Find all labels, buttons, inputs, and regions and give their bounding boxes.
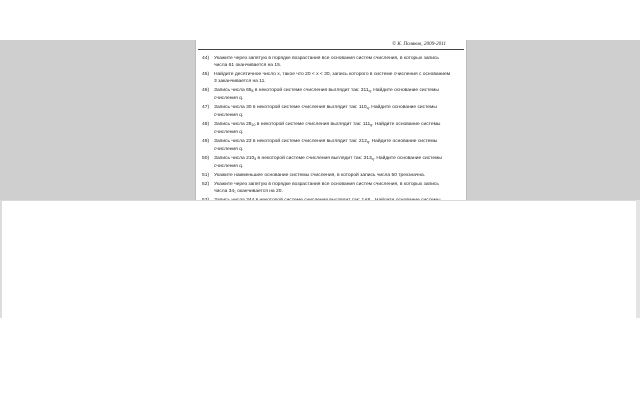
task-text (214, 104, 452, 119)
task-text-part: . Найдите основание системы счисления q. (214, 105, 437, 119)
task-49 (202, 138, 452, 153)
task-46 (202, 87, 452, 102)
viewer-right-gutter (467, 40, 640, 200)
task-text-part: . Найдите основание системы счисления q. (214, 156, 442, 170)
task-text-part: в некоторой системе счисления выглядит так: 111 (255, 122, 371, 127)
task-text-part: Запись числа 65 (214, 88, 252, 93)
right-window-edge (636, 200, 640, 318)
subscript: 8 (251, 89, 254, 93)
document-page (195, 40, 467, 200)
left-window-edge (0, 200, 2, 318)
task-text-part: . Найдите основание системы счисления q. (214, 139, 438, 153)
task-text: Найдите десятичное число x, такое что 20 < x < 30, запись которого в системе счисления с основанием 3 заканчивается на 11. (214, 72, 451, 85)
task-45 (202, 71, 452, 85)
task-52 (202, 181, 452, 195)
task-number: 52) (202, 181, 210, 187)
task-51 (202, 172, 452, 179)
subscript: 5 (254, 157, 257, 161)
task-text-part: в некоторой системе счисления выглядит так: 311 (253, 88, 369, 93)
viewer-bottom-edge (0, 200, 640, 201)
header-rule (198, 49, 464, 50)
task-text-part: . Найдите основание системы счисления q. (214, 122, 441, 136)
task-text (214, 121, 452, 136)
task-text-part: в некоторой системе счисления выглядит так: 313 (256, 156, 372, 161)
blank-workspace (0, 200, 640, 400)
subscript: q (366, 106, 369, 110)
task-text-part: Запись числа 210 (214, 156, 255, 161)
task-text (214, 138, 452, 153)
top-blank-area (0, 0, 640, 40)
task-text-part: Запись числа 28 (214, 122, 252, 127)
task-list (202, 55, 452, 212)
subscript: q (366, 140, 369, 144)
task-47 (202, 104, 452, 119)
subscript: 10 (251, 123, 256, 127)
task-number: 49) (202, 139, 210, 144)
task-number: 47) (202, 105, 210, 110)
viewer-left-gutter (0, 40, 195, 200)
task-50 (202, 155, 452, 170)
task-text-part: . Найдите основание системы счисления q. (214, 88, 439, 102)
task-number: 50) (202, 156, 210, 161)
task-text: Укажите наименьшее основание системы счисления, в которой запись числа 50 трехзначна. (214, 173, 426, 178)
task-number: 44) (202, 56, 210, 61)
task-number: 48) (202, 122, 210, 127)
subscript: q (371, 157, 374, 161)
page-header: © К. Поляков, 2009-2011 (392, 41, 446, 47)
task-text: Укажите через запятую в порядке возрастания все основания систем счисления, в которых запись числа 61 оканчивается на 15. (214, 56, 439, 69)
task-44 (202, 55, 452, 69)
subscript: q (368, 89, 371, 93)
task-number: 51) (202, 173, 210, 178)
task-text: Укажите через запятую в порядке возрастания все основания систем счисления, в которых запись числа 34₁ оканчивается на 20. (214, 181, 439, 194)
task-text (214, 87, 452, 102)
task-number: 46) (202, 88, 210, 93)
task-text (214, 155, 452, 170)
task-text-part: Запись числа 30 в некоторой системе счисления выглядит так: 110 (214, 105, 367, 110)
task-number: 45) (202, 72, 210, 77)
document-viewer[interactable] (0, 40, 640, 200)
task-text-part: Запись числа 23 в некоторой системе счисления выглядит так: 212 (214, 139, 367, 144)
task-48 (202, 121, 452, 136)
subscript: q (370, 123, 373, 127)
